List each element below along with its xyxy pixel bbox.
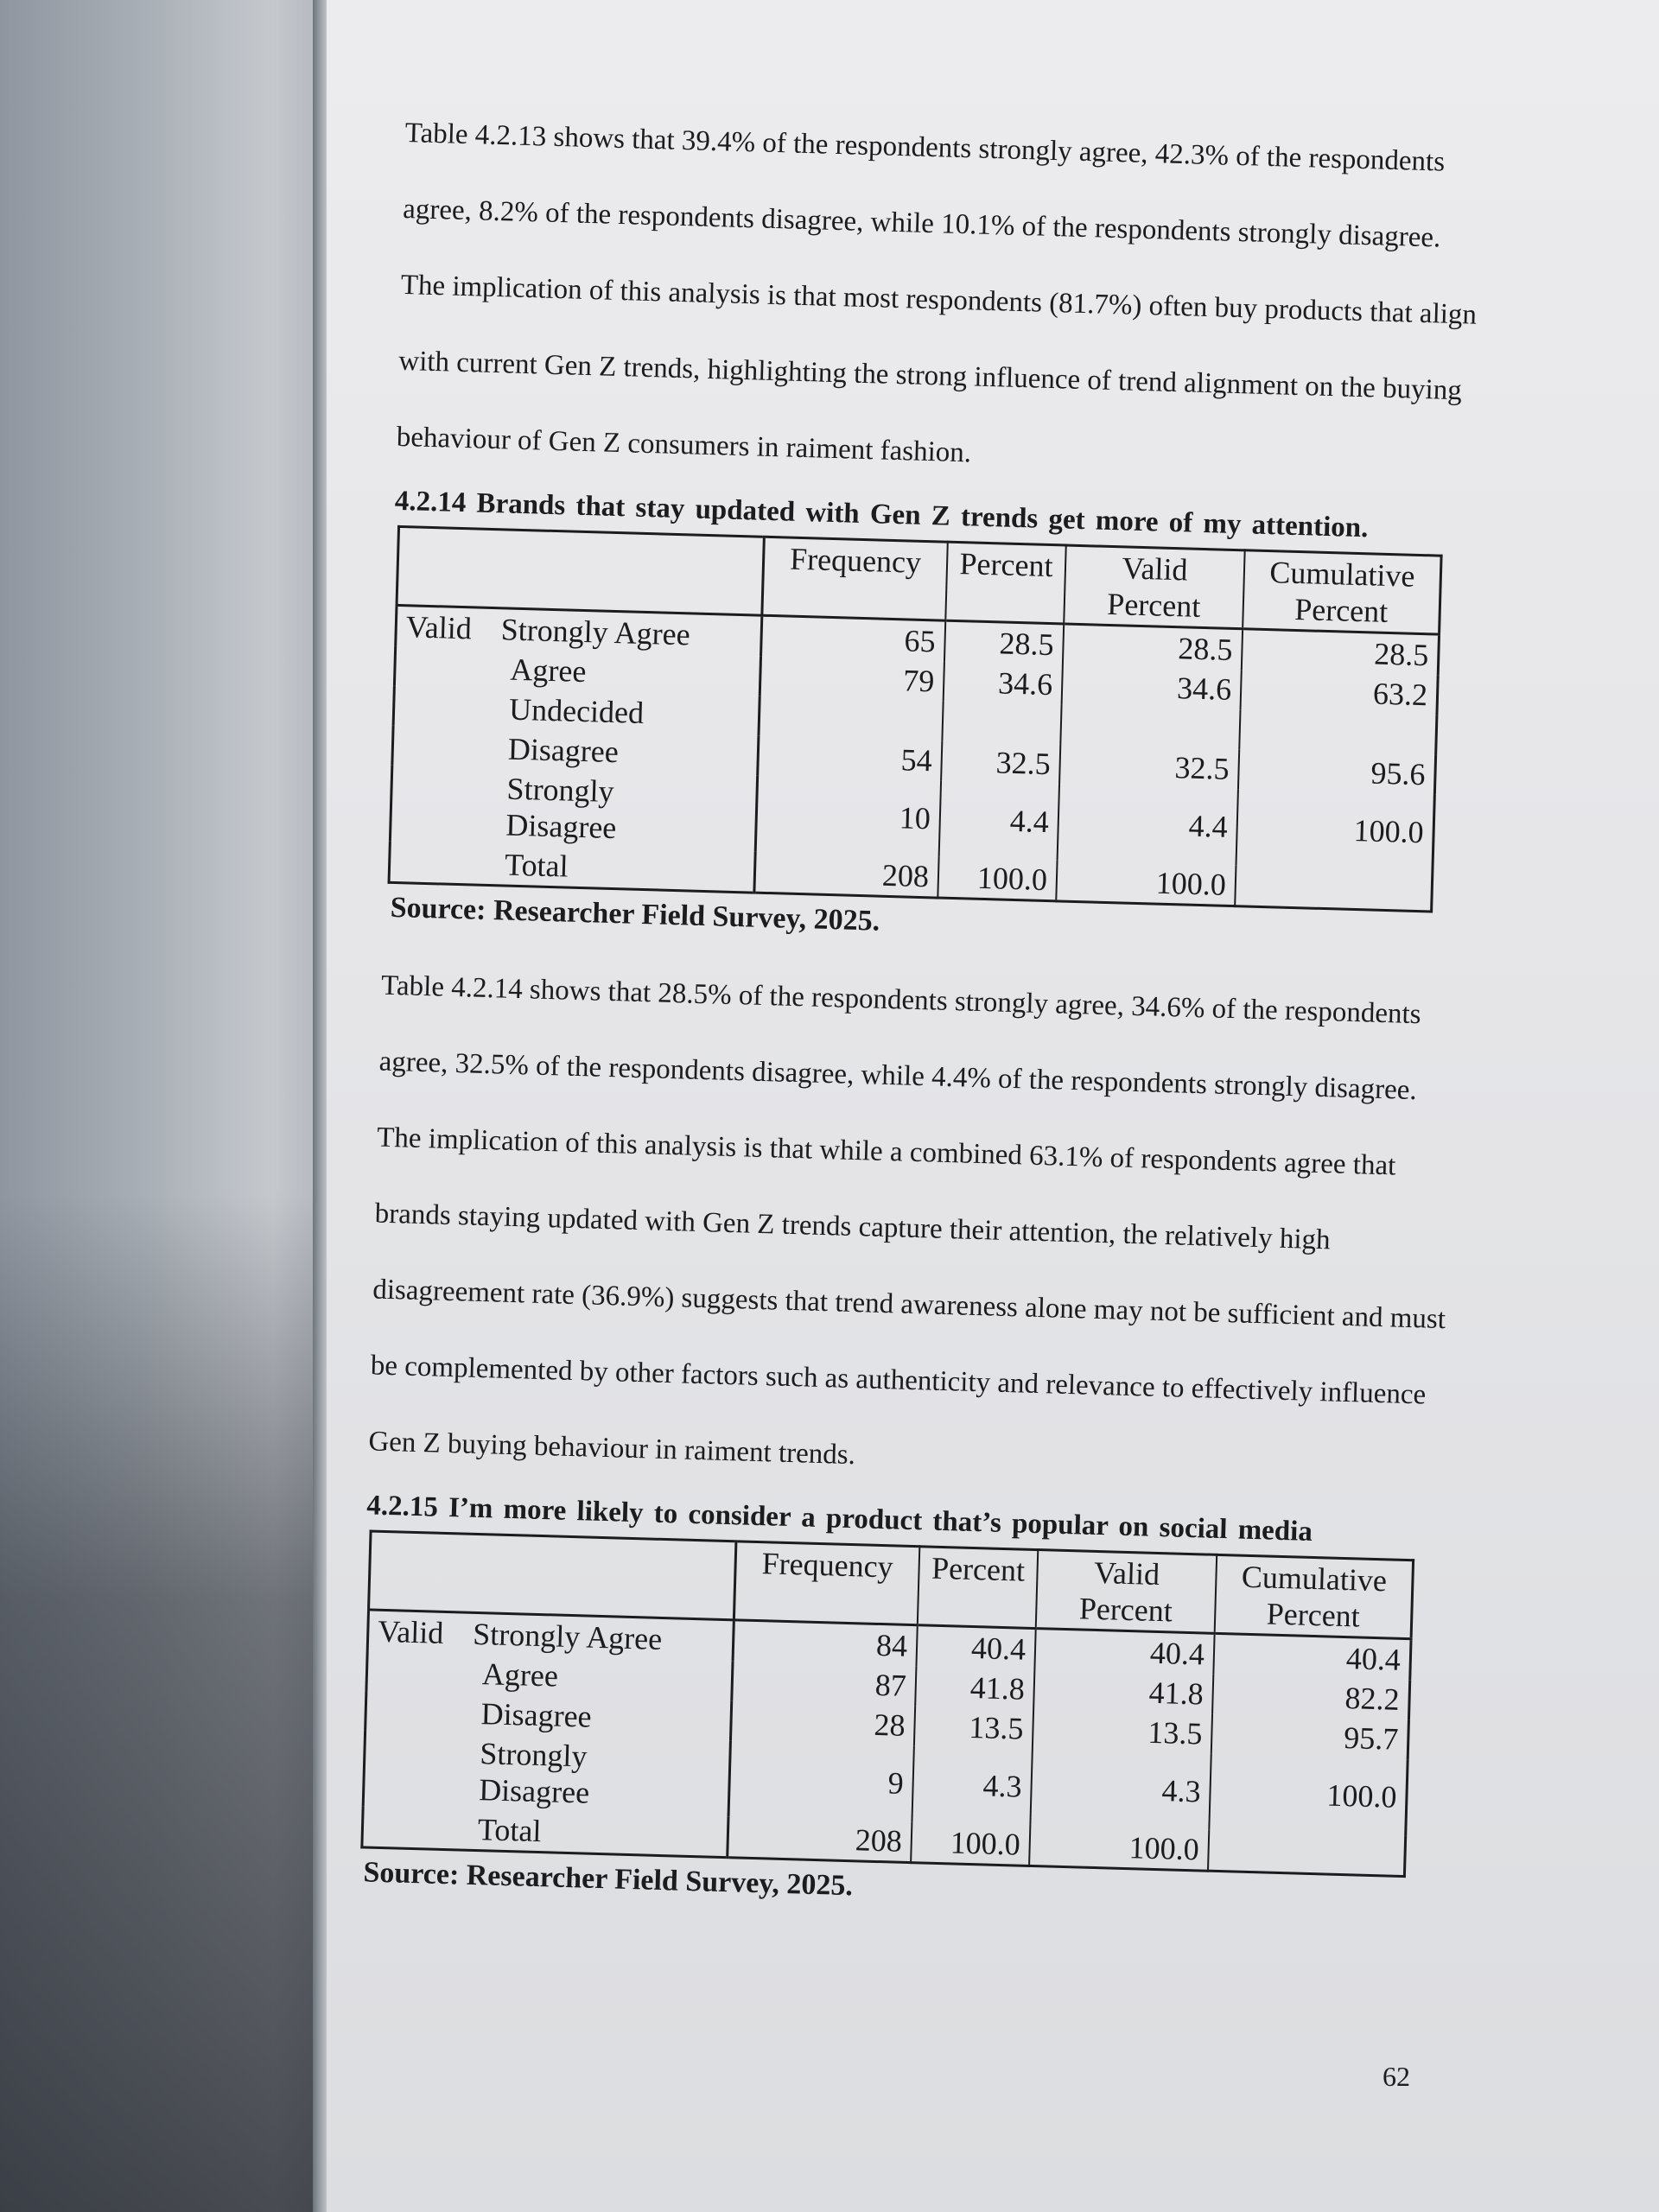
cell-percent: 28.5 <box>944 620 1064 664</box>
header-frequency: Frequency <box>762 537 948 620</box>
text-line: agree, 32.5% of the respondents disagree, while 4.4% of the respondents strongly disagree. <box>378 1046 1418 1107</box>
cell-valid-percent: 34.6 <box>1062 664 1242 709</box>
cell-frequency <box>759 696 944 741</box>
table-4-2-14-source: Source: Researcher Field Survey, 2025. <box>390 891 880 938</box>
cell-valid-percent: 28.5 <box>1063 624 1243 670</box>
cell-cumulative-percent: 40.4 <box>1345 1641 1402 1677</box>
text-line: be complemented by other factors such as authenticity and relevance to effectively influence <box>370 1350 1427 1411</box>
row-label: Total <box>504 847 569 884</box>
cell-cumulative-percent: 95.6 <box>1370 755 1427 792</box>
cell-valid-percent: 4.3 <box>1030 1749 1211 1830</box>
table-4-2-15-heading: 4.2.15 I’m more likely to consider a product that’s popular on social media <box>365 1490 1313 1548</box>
text-line: with current Gen Z trends, highlighting the strong influence of trend alignment on the buying <box>397 345 1463 407</box>
cell-valid-percent: 100.0 <box>1056 860 1236 906</box>
text-line: agree, 8.2% of the respondents disagree, while 10.1% of the respondents strongly disagree. <box>402 193 1441 254</box>
text-line: brands staying updated with Gen Z trends capture their attention, the relatively high <box>374 1198 1332 1256</box>
header-frequency: Frequency <box>734 1541 919 1625</box>
page-content <box>355 95 1606 1946</box>
cell-percent: 4.3 <box>912 1745 1032 1825</box>
cell-percent: 34.6 <box>944 662 1063 705</box>
cell-frequency: 208 <box>728 1816 912 1862</box>
header-percent: Percent <box>918 1547 1038 1629</box>
table-4-2-14 <box>388 525 1443 913</box>
cell-cumulative-percent <box>1235 865 1433 912</box>
valid-label: Valid <box>377 1613 444 1650</box>
row-label: Strongly Agree <box>472 1616 663 1656</box>
header-cumulative-percent: Cumulative Percent <box>1243 550 1441 634</box>
table-4-2-14-heading: 4.2.14 Brands that stay updated with Gen Z trends get more of my attention. <box>394 485 1369 544</box>
cell-cumulative-percent: 63.2 <box>1372 676 1428 713</box>
header-empty <box>397 526 764 615</box>
text-line: disagreement rate (36.9%) suggests that trend awareness alone may not be sufficient and must <box>372 1274 1446 1336</box>
cell-frequency: 10 <box>755 776 941 857</box>
row-label: Disagree <box>480 1696 593 1734</box>
cell-percent: 40.4 <box>916 1625 1035 1669</box>
text-line: behaviour of Gen Z consumers in raiment fashion. <box>396 421 972 469</box>
cell-cumulative-percent: 100.0 <box>1325 1777 1398 1815</box>
cell-percent: 41.8 <box>915 1666 1034 1709</box>
cell-valid-percent: 41.8 <box>1033 1669 1213 1714</box>
valid-label: Valid <box>405 609 473 646</box>
header-valid-percent: Valid Percent <box>1064 545 1244 629</box>
cell-valid-percent <box>1060 704 1240 749</box>
row-label: Strongly Disagree <box>505 771 617 846</box>
table-4-2-15-source: Source: Researcher Field Survey, 2025. <box>363 1856 854 1903</box>
text-line: Table 4.2.14 shows that 28.5% of the respondents strongly agree, 34.6% of the respondents <box>380 969 1422 1031</box>
cell-frequency: 87 <box>732 1661 917 1706</box>
header-percent: Percent <box>945 542 1065 624</box>
cell-cumulative-percent: 82.2 <box>1344 1681 1401 1717</box>
header-valid-percent: Valid Percent <box>1036 1550 1217 1634</box>
cell-cumulative-percent: 95.7 <box>1343 1720 1399 1757</box>
page-number: 62 <box>1382 2061 1410 2092</box>
cell-percent: 100.0 <box>911 1821 1030 1866</box>
cell-valid-percent: 100.0 <box>1029 1825 1209 1871</box>
text-line: Gen Z buying behaviour in raiment trends. <box>367 1426 856 1471</box>
cell-frequency: 54 <box>758 736 943 781</box>
cell-valid-percent: 32.5 <box>1059 744 1239 789</box>
paragraph-table-4-2-13-discussion <box>396 95 1607 509</box>
table-4-2-15 <box>360 1529 1414 1878</box>
cell-percent: 13.5 <box>914 1706 1033 1749</box>
cell-frequency: 79 <box>760 657 944 702</box>
cell-valid-percent: 4.4 <box>1058 784 1238 865</box>
cell-frequency: 28 <box>730 1700 915 1745</box>
row-label: Disagree <box>507 731 620 770</box>
cell-percent <box>942 702 1061 745</box>
text-line: Table 4.2.13 shows that 39.4% of the respondents strongly agree, 42.3% of the respondents <box>404 117 1446 178</box>
cell-percent: 32.5 <box>941 741 1060 785</box>
text-line: The implication of this analysis is that while a combined 63.1% of respondents agree that <box>376 1122 1396 1182</box>
cell-frequency: 65 <box>761 615 946 661</box>
header-cumulative-percent: Cumulative Percent <box>1215 1554 1414 1638</box>
cell-valid-percent: 40.4 <box>1034 1629 1214 1675</box>
cell-cumulative-percent: 28.5 <box>1373 636 1429 673</box>
facing-page-shadow <box>0 1192 321 2212</box>
row-label: Strongly Agree <box>500 612 691 652</box>
cell-cumulative-percent <box>1208 1830 1406 1877</box>
cell-frequency: 9 <box>728 1740 914 1821</box>
row-label: Agree <box>481 1656 559 1694</box>
row-label: Undecided <box>508 691 645 730</box>
cell-percent: 4.4 <box>939 781 1059 861</box>
cell-cumulative-percent: 100.0 <box>1353 812 1425 850</box>
book-page <box>327 0 1659 2212</box>
cell-frequency: 84 <box>733 1620 918 1666</box>
row-label: Strongly Disagree <box>478 1736 590 1810</box>
row-label: Agree <box>509 652 587 690</box>
text-line: The implication of this analysis is that most respondents (81.7%) often buy products that align <box>400 269 1478 331</box>
cell-percent: 100.0 <box>938 857 1057 901</box>
row-label: Total <box>477 1812 542 1849</box>
paragraph-table-4-2-14-discussion <box>367 948 1583 1514</box>
header-empty <box>369 1531 736 1620</box>
cell-valid-percent: 13.5 <box>1033 1709 1212 1754</box>
cell-cumulative-percent <box>1239 709 1437 754</box>
cell-frequency: 208 <box>754 852 939 898</box>
